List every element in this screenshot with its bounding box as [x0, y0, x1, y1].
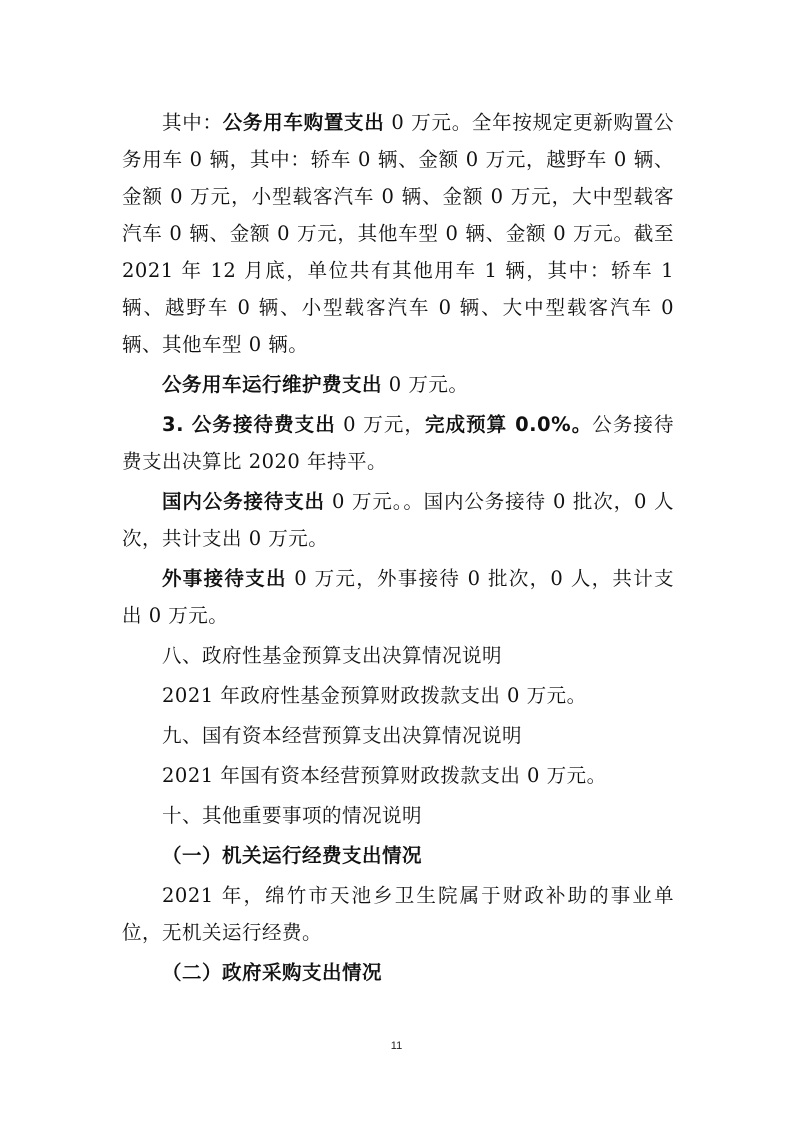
paragraph-operating-expenses: 2021 年，绵竹市天池乡卫生院属于财政补助的事业单位，无机关运行经费。	[122, 884, 674, 944]
vehicle-maintenance-label: 公务用车运行维护费支出	[162, 373, 383, 396]
paragraph-lead: 其中：	[162, 111, 223, 134]
domestic-reception-label: 国内公务接待支出	[162, 490, 325, 513]
foreign-reception-label: 外事接待支出	[162, 567, 287, 590]
reception-amount: 0 万元，	[335, 413, 425, 436]
paragraph-vehicle-maintenance	[122, 366, 674, 403]
reception-budget-rate: 完成预算 0.0%。	[424, 413, 593, 436]
reception-comparison: 公务接待费支出决算比 2020 年持平。	[122, 413, 674, 473]
vehicle-purchase-label: 公务用车购置支出	[222, 111, 385, 134]
subheading-operating-expenses: （一）机关运行经费支出情况	[162, 844, 423, 867]
section-heading-10: 十、其他重要事项的情况说明	[162, 804, 423, 827]
paragraph-vehicle-purchase	[122, 104, 674, 363]
reception-label: 3. 公务接待费支出	[162, 413, 336, 436]
page-number: 11	[390, 1040, 403, 1052]
paragraph-domestic-reception	[122, 483, 674, 557]
vehicle-purchase-text: 0 万元。全年按规定更新购置公务用车 0 辆，其中：轿车 0 辆、金额 0 万元，越野车 0 辆、金额 0 万元，小型载客汽车 0 辆、金额 0 万元，大中型载客汽车 0 辆、金额 0 万元，其他车型 0 辆、金额 0 万元。截至 2021 年 12 月底，单位共有其他用车 1 辆，其中：轿车 1 辆、越野车 0 辆、小型载客汽车 0 辆、大中型载客汽车 0 辆、其他车型 0 辆。	[122, 111, 674, 356]
domestic-reception-text: 0 万元。。国内公务接待 0 批次，0 人次，共计支出 0 万元。	[122, 490, 674, 550]
paragraph-reception	[122, 406, 674, 480]
vehicle-maintenance-text: 0 万元。	[382, 373, 469, 396]
subheading-procurement: （二）政府采购支出情况	[162, 961, 383, 984]
paragraph-state-capital: 2021 年国有资本经营预算财政拨款支出 0 万元。	[162, 764, 607, 787]
section-heading-9: 九、国有资本经营预算支出决算情况说明	[162, 724, 523, 747]
paragraph-foreign-reception	[122, 560, 674, 634]
foreign-reception-text: 0 万元，外事接待 0 批次，0 人，共计支出 0 万元。	[122, 567, 674, 627]
paragraph-government-fund: 2021 年政府性基金预算财政拨款支出 0 万元。	[162, 684, 587, 707]
section-heading-8: 八、政府性基金预算支出决算情况说明	[162, 644, 503, 667]
document-body	[122, 104, 674, 991]
